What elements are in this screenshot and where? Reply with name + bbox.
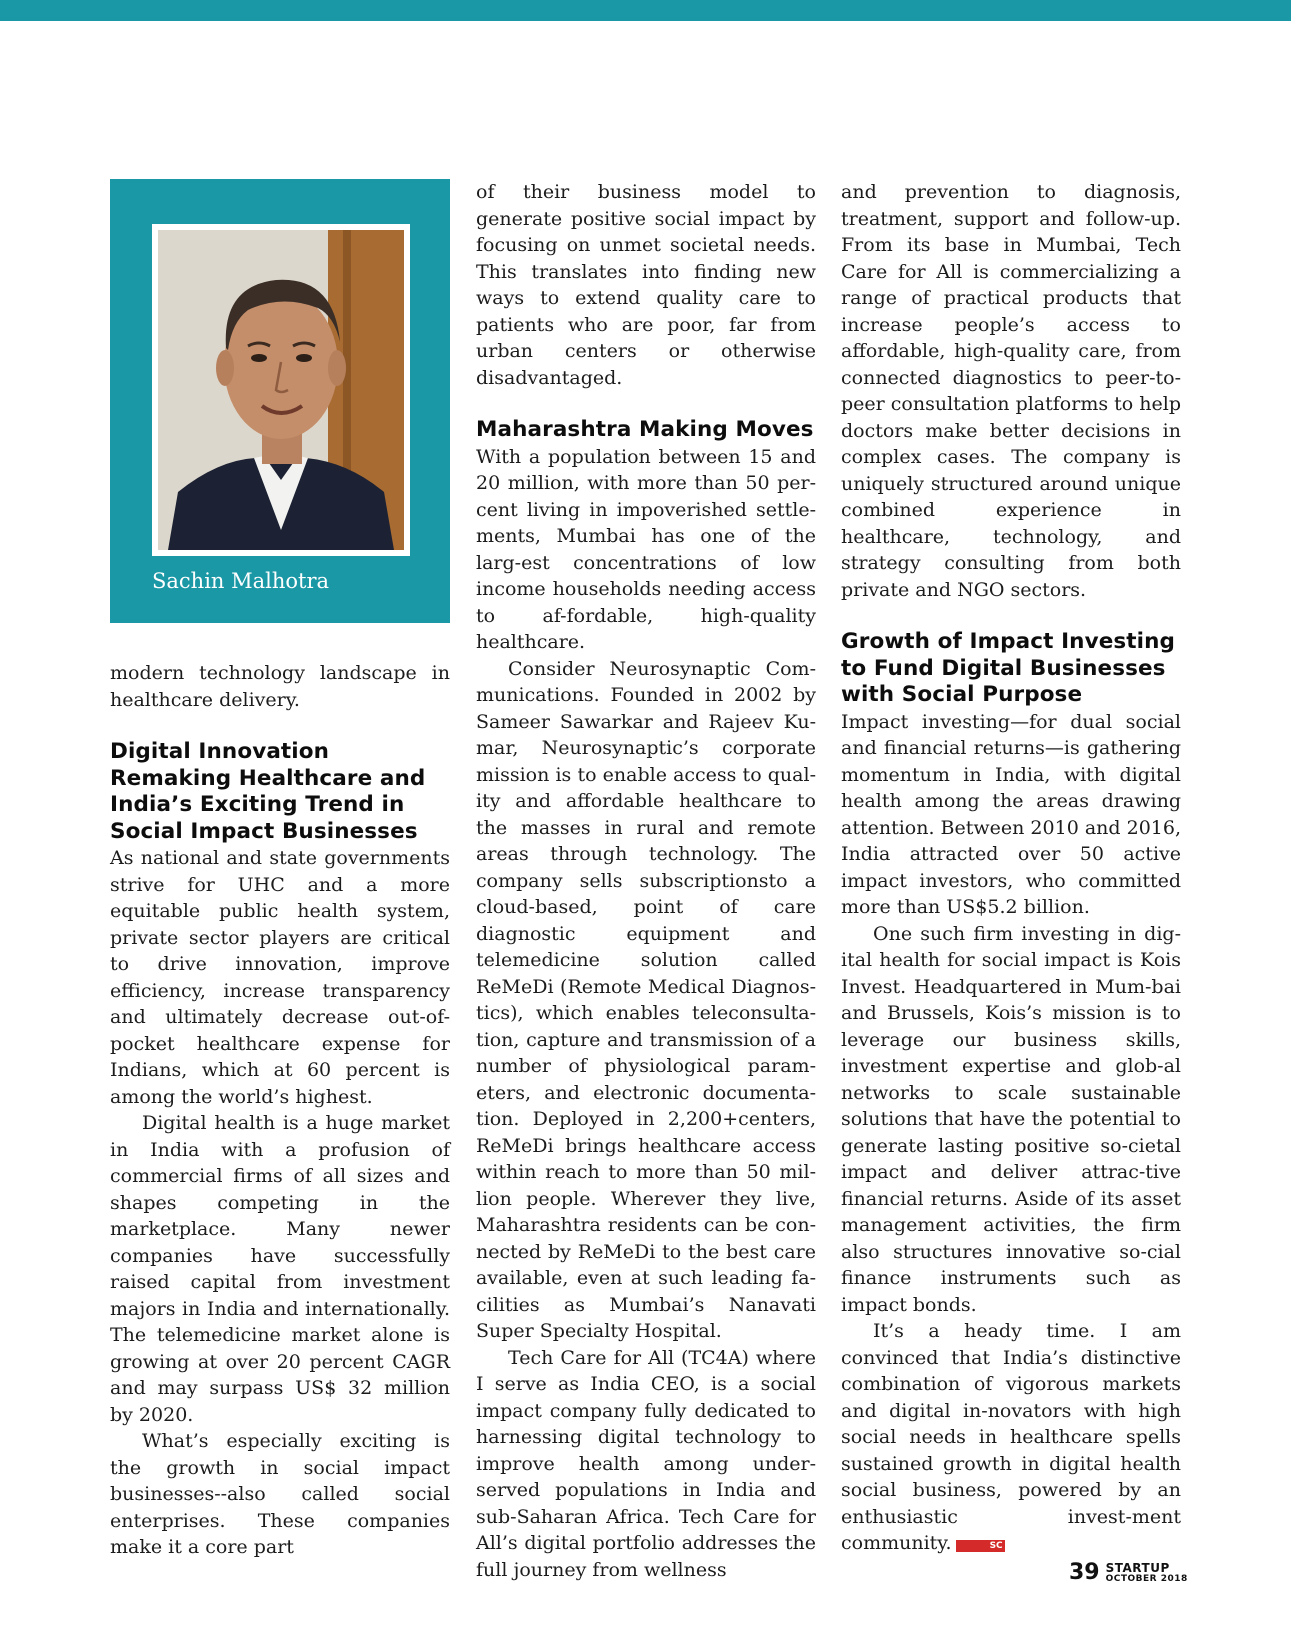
col2-paragraph-2: Consider Neurosynaptic Com-munications. Founded in 2002 by Sameer Sawarkar and Rajeev Ku-mar, Neurosynaptic’s corporate mission is to enable access to qual-ity and affordable healthcare to the masses in rural and remote areas through technology. The company sells subscriptionsto a cloud-based, point of care diagnostic equipment and telemedicine solution called ReMeDi (Remote Medical Diagnos-tics), which enables teleconsulta-tion, capture and transmission of a number of physiological param-eters, and electronic documenta-tion. Deployed in 2,200+centers, ReMeDi brings healthcare access within reach to more than 50 mil-lion people. Wherever they live, Maharashtra residents can be con-nected by ReMeDi to the best care available, even at such leading fa-cilities as Mumbai’s Nanavati Super Specialty Hospital.: [476, 657, 816, 1342]
heading-digital-innovation: Digital Innovation Remaking Healthcare and India’s Exciting Trend in Social Impact Businesses: [110, 739, 426, 844]
col1-continued-paragraph: modern technology landscape in healthcare delivery.: [110, 662, 450, 711]
col2-paragraph-1: With a population between 15 and 20 million, with more than 50 per-cent living in impoverished settle-ments, Mumbai has one of the larg-est concentrations of low income households needing access to af-fordable, high-quality healthcare.: [476, 445, 816, 653]
heading-growth-impact-investing: Growth of Impact Investing to Fund Digital Businesses with Social Purpose: [841, 629, 1176, 707]
heading-maharashtra: Maharashtra Making Moves: [476, 417, 814, 442]
page-footer: [1069, 1560, 1188, 1585]
col3-paragraph-2: One such firm investing in dig-ital health for social impact is Kois Invest. Headquartered in Mum-bai and Brussels, Kois’s mission is to leverage our business skills, investment expertise and glob-al networks to scale sustainable solutions that have the potential to generate lasting positive so-cietal impact and deliver attrac-tive financial returns. Aside of its asset management activities, the firm also structures innovative so-cial finance instruments such as impact bonds.: [841, 922, 1181, 1316]
issue-date: OCTOBER 2018: [1105, 1573, 1188, 1584]
col1-paragraph-3: What’s especially exciting is the growth in social impact businesses--also called social enterprises. These companies make it a core part: [110, 1430, 450, 1558]
photo-frame: [152, 224, 410, 556]
col1-paragraph-1: As national and state governments strive for UHC and a more equitable public health system, private sector players are critical to drive innovation, improve efficiency, increase transparency and ultimately decrease out-of-pocket healthcare expense for Indians, which at 60 percent is among the world’s highest.: [110, 847, 450, 1108]
col3-paragraph-3-text: It’s a heady time. I am convinced that India’s distinctive combination of vigorous markets and digital in-novators with high social needs in healthcare spells sustained growth in digital health social business, powered by an enthusiastic invest-ment community.: [841, 1320, 1181, 1554]
page-number: 39: [1069, 1560, 1100, 1585]
column-3: [841, 179, 1181, 1557]
col3-paragraph-1: Impact investing—for dual social and financial returns—is gathering momentum in India, with digital health among the areas drawing attention. Between 2010 and 2016, India attracted over 50 active impact investors, who committed more than US$5.2 billion.: [841, 710, 1181, 918]
photo-caption: Sachin Malhotra: [152, 569, 330, 593]
portrait-illustration: [158, 230, 404, 550]
col3-paragraph-3: [841, 1318, 1181, 1557]
column-2: [476, 179, 816, 1583]
top-accent-bar: [0, 0, 1291, 21]
magazine-name: STARTUP: [1105, 1560, 1170, 1575]
end-of-article-icon: SC: [956, 1540, 1005, 1552]
col1-paragraph-2: Digital health is a huge market in India with a profusion of commercial firms of all sizes and shapes competing in the marketplace. Many newer companies have successfully raised capital from investment majors in India and internationally. The telemedicine market alone is growing at over 20 percent CAGR and may surpass US$ 32 million by 2020.: [110, 1112, 450, 1426]
column-1: [110, 660, 450, 1561]
col3-continued-paragraph: and prevention to diagnosis, treatment, support and follow-up. From its base in Mumbai, Tech Care for All is commercializing a range of practical products that increase people’s access to affordable, high-quality care, from connected diagnostics to peer-to-peer consultation platforms to help doctors make better decisions in complex cases. The company is uniquely structured around unique combined experience in healthcare, technology, and strategy consulting from both private and NGO sectors.: [841, 181, 1181, 601]
col2-paragraph-3: Tech Care for All (TC4A) where I serve as India CEO, is a social impact company fully dedicated to harnessing digital technology to improve health among under-served populations in India and sub-Saharan Africa. Tech Care for All’s digital portfolio addresses the full journey from wellness: [476, 1346, 816, 1581]
author-photo: [158, 230, 404, 550]
author-photo-box: [110, 179, 450, 623]
magazine-logo: [1106, 1562, 1188, 1584]
col2-continued-paragraph: of their business model to generate positive social impact by focusing on unmet societal needs. This translates into finding new ways to extend quality care to patients who are poor, far from urban centers or otherwise disadvantaged.: [476, 181, 816, 389]
